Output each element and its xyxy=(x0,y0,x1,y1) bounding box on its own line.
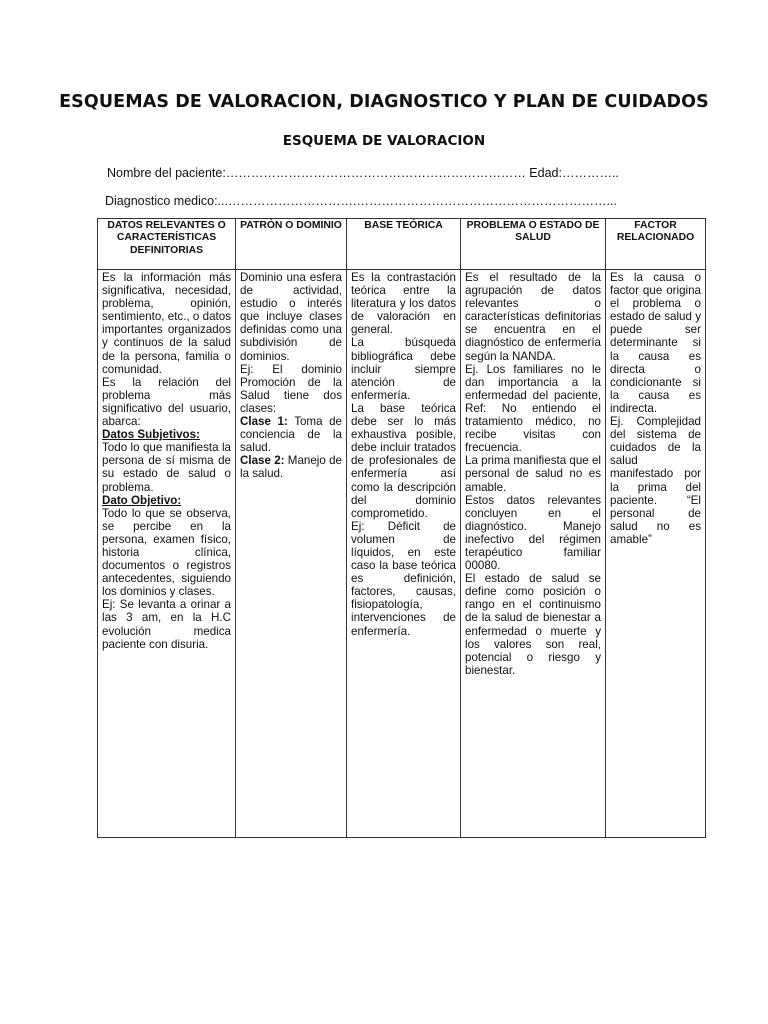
domain-definition: Dominio una esfera de actividad, estudio o interés que incluye clases definidas como una subdivisión de dominios. xyxy=(240,271,342,363)
class2-label: Clase 2: xyxy=(240,454,285,468)
class1-label: Clase 1: xyxy=(240,415,288,429)
basis-example: Ej: Déficit de volumen de líquidos, en este caso la base teórica es definición, factores, causas, fisiopatología, intervenciones de enfermería. xyxy=(351,519,456,638)
cell-related-factor xyxy=(606,270,706,838)
basis-search: La búsqueda bibliográfica debe incluir siempre atención de enfermería. xyxy=(351,336,456,402)
relevant-data-relation: Es la relación del problema más significativo del usuario, abarca: xyxy=(102,375,231,429)
document-subtitle: ESQUEMA DE VALORACION xyxy=(282,133,486,149)
assessment-table xyxy=(97,218,706,838)
subjective-data-heading: Datos Subjetivos: xyxy=(102,428,200,442)
factor-definition: Es la causa o factor que origina el problema o estado de salud y puede ser determinante si la causa es directa o condicionante si la causa es indirecta. xyxy=(610,271,701,415)
cell-pattern-domain xyxy=(236,270,347,838)
document-title: ESQUEMAS DE VALORACION, DIAGNOSTICO Y PLAN DE CUIDADOS xyxy=(59,92,709,112)
subjective-data-text: Todo lo que manifiesta la persona de sí misma de su estado de salud o problema. xyxy=(102,441,231,494)
header-pattern-domain: PATRÓN O DOMINIO xyxy=(236,219,347,270)
medical-diagnosis-line: Diagnostico medico:...………………………….……………………………………………………... xyxy=(105,194,617,208)
problem-example: Ej. Los familiares no le dan importancia a la enfermedad del paciente, Ref: No entiendo el tratamiento médico, no recibe visitas con frecuencia. xyxy=(465,362,601,455)
class2-text: Manejo de la salud. xyxy=(240,454,342,481)
problem-definition: Es el resultado de la agrupación de datos relevantes o características definitorias se encuentra en el diagnóstico de enfermería según la NANDA. xyxy=(465,271,601,363)
problem-quote: La prima manifiesta que el personal de salud no es amable. xyxy=(465,454,601,494)
problem-conclusion: Estos datos relevantes concluyen en el diagnóstico. Manejo inefectivo del régimen terapéutico familiar 00080. xyxy=(465,493,601,573)
table-row xyxy=(98,270,706,838)
header-related-factor: FACTOR RELACIONADO xyxy=(606,219,706,270)
relevant-data-example: Ej: Se levanta a orinar a las 3 am, en la H.C evolución medica paciente con disuria. xyxy=(102,598,231,651)
table-header-row xyxy=(98,219,706,270)
basis-exhaustive: La base teórica debe ser lo más exhaustiva posible, debe incluir tratados de profesionales de enfermería así como la descripción del dominio comprometido. xyxy=(351,401,456,520)
relevant-data-definition: Es la información más significativa, necesidad, problema, opinión, sentimiento, etc., o datos importantes organizados y continuos de la salud de la persona, familia o comunidad. xyxy=(102,271,231,376)
header-health-problem: PROBLEMA O ESTADO DE SALUD xyxy=(461,219,606,270)
cell-relevant-data xyxy=(98,270,236,838)
patient-name-line: Nombre del paciente:……………………………………………………………… Edad:………….. xyxy=(107,166,619,180)
health-state-definition: El estado de salud se define como posición o rango en el continuismo de la salud de bienestar a enfermedad o muerte y los valores son real, potencial o riesgo y bienestar. xyxy=(465,572,601,677)
header-relevant-data: DATOS RELEVANTES O CARACTERÍSTICAS DEFINITORIAS xyxy=(98,219,236,270)
cell-health-problem xyxy=(461,270,606,838)
class1-text: Toma de conciencia de la salud. xyxy=(240,415,343,455)
header-theoretical-basis: BASE TEÓRICA xyxy=(347,219,461,270)
factor-example: Ej. Complejidad del sistema de cuidados de la salud manifestado por la prima del paciente. “El personal de salud no es amable” xyxy=(610,415,701,546)
cell-theoretical-basis xyxy=(347,270,461,838)
basis-definition: Es la contrastación teórica entre la literatura y los datos de valoración en general. xyxy=(351,271,456,337)
objective-data-text: Todo lo que se observa, se percibe en la persona, examen físico, historia clínica, documentos o registros antecedentes, siguiendo los dominios y clases. xyxy=(102,506,231,599)
domain-example: Ej: El dominio Promoción de la Salud tiene dos clases: xyxy=(240,362,342,415)
objective-data-heading: Dato Objetivo: xyxy=(102,493,182,507)
